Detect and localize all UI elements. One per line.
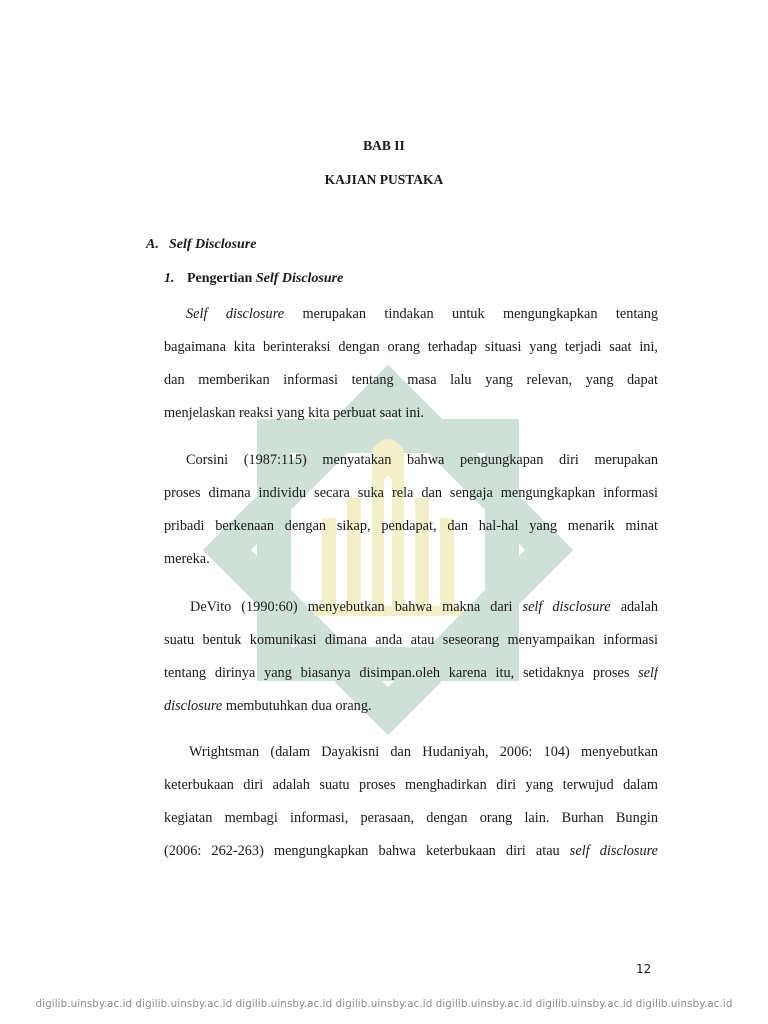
paragraph-3-line-2: suatu bentuk komunikasi dimana anda atau seseorang menyampaikan informasi: [164, 632, 658, 648]
paragraph-4: [164, 736, 658, 868]
chapter-title: KAJIAN PUSTAKA: [324, 172, 444, 187]
paragraph-3-line-3: [164, 657, 658, 690]
paragraph-2-line-3: pribadi berkenaan dengan sikap, pendapat, dan hal-hal yang menarik minat: [164, 518, 658, 534]
page-number: 12: [636, 962, 652, 976]
subsection-term: Self Disclosure: [255, 271, 344, 286]
paragraph-3-line-1-post: adalah: [610, 599, 658, 615]
paragraph-4-line-4-pre: (2006: 262-263) mengungkapkan bahwa keterbukaan diri atau: [164, 843, 570, 859]
section-heading: [146, 237, 257, 253]
paragraph-3-line-1-pre: DeVito (1990:60) menyebutkan bahwa makna dari: [190, 599, 523, 615]
paragraph-2: [164, 444, 658, 576]
paragraph-1-line-4: menjelaskan reaksi yang kita perbuat saat ini.: [164, 405, 425, 421]
term-self: self: [638, 665, 658, 681]
section-title: Self Disclosure: [169, 237, 257, 252]
paragraph-1-line-2: bagaimana kita berinteraksi dengan orang terhadap situasi yang terjadi saat ini,: [164, 339, 658, 355]
term-self-disclosure: self disclosure: [522, 599, 611, 615]
term-self-disclosure: self disclosure: [569, 843, 658, 859]
chapter-number: BAB II: [363, 138, 405, 153]
paragraph-2-line-1: Corsini (1987:115) menyatakan bahwa pengungkapan diri merupakan: [186, 452, 658, 468]
subsection-heading: [164, 271, 343, 287]
subsection-label: Pengertian: [187, 271, 253, 286]
paragraph-3-line-3-pre: tentang dirinya yang biasanya disimpan.oleh karena itu, setidaknya proses: [164, 665, 639, 681]
paragraph-1-line-1: [164, 298, 658, 331]
term-self-disclosure: Self disclosure: [186, 306, 285, 322]
paragraph-4-line-3: kegiatan membagi informasi, perasaan, dengan orang lain. Burhan Bungin: [164, 810, 658, 826]
paragraph-3-line-1: [164, 591, 658, 624]
paragraph-4-line-4: [164, 835, 658, 868]
section-marker: A.: [146, 237, 159, 252]
paragraph-3-line-4: [164, 690, 658, 723]
paragraph-2-line-2: proses dimana individu secara suka rela dan sengaja mengungkapkan informasi: [164, 485, 658, 501]
subsection-marker: 1.: [164, 271, 175, 286]
paragraph-1-line-3: dan memberikan informasi tentang masa lalu yang relevan, yang dapat: [164, 372, 658, 388]
paragraph-3-line-4-post: membutuhkan dua orang.: [222, 698, 372, 714]
paragraph-4-line-1: Wrightsman (dalam Dayakisni dan Hudaniyah, 2006: 104) menyebutkan: [189, 744, 658, 760]
paragraph-4-line-2: keterbukaan diri adalah suatu proses menghadirkan diri yang terwujud dalam: [164, 777, 658, 793]
term-disclosure: disclosure: [164, 698, 223, 714]
paragraph-1-line-1-text: merupakan tindakan untuk mengungkapkan tentang: [284, 306, 658, 322]
paragraph-2-line-4: mereka.: [164, 551, 210, 567]
paragraph-3: [164, 591, 658, 723]
paragraph-1: [164, 298, 658, 430]
footer-watermark-text: digilib.uinsby.ac.id digilib.uinsby.ac.id digilib.uinsby.ac.id digilib.uinsby.ac.id digilib.uinsby.ac.id digilib.uinsby.ac.id digilib.uinsby.ac.id: [35, 998, 733, 1010]
